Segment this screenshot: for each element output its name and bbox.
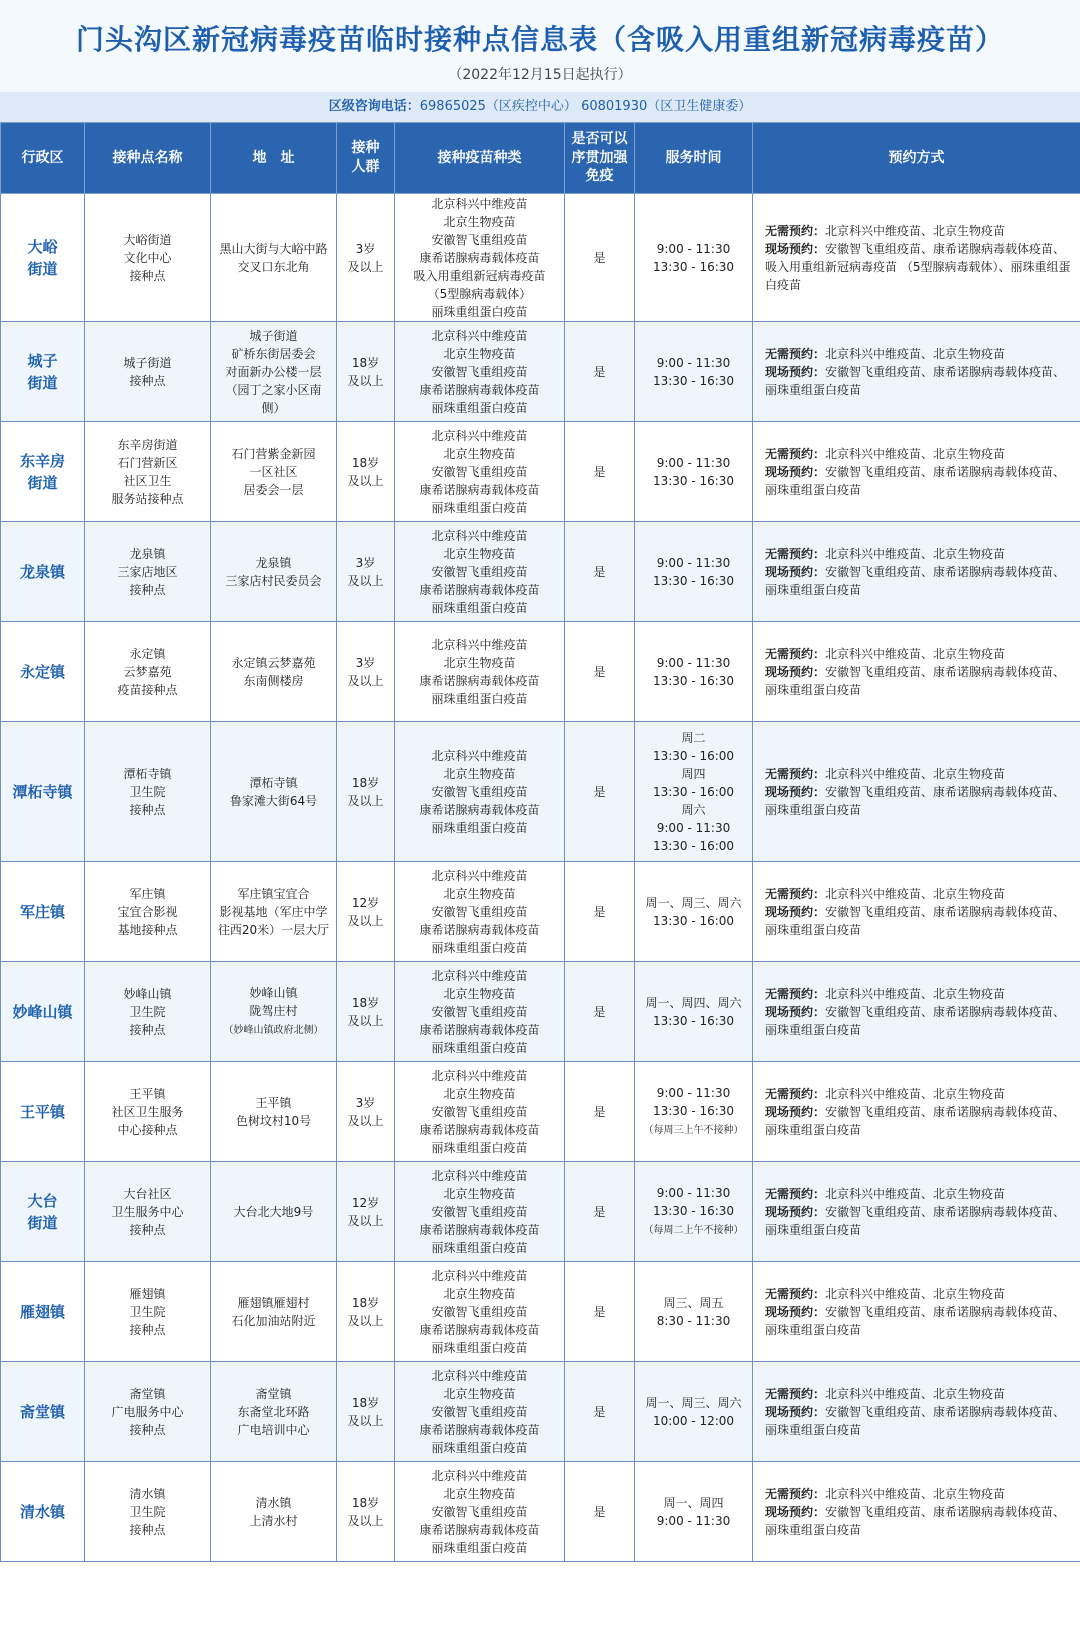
cell-vaccines bbox=[395, 722, 565, 862]
population-text: 18岁 及以上 bbox=[347, 455, 384, 488]
cell-population bbox=[337, 962, 395, 1062]
onsite-appointment-label: 现场预约： bbox=[765, 1504, 826, 1519]
sequential-text: 是 bbox=[593, 1304, 606, 1319]
cell-vaccines bbox=[395, 1362, 565, 1462]
no-appointment-vaccines: 北京科兴中维疫苗、北京生物疫苗 bbox=[825, 1386, 1006, 1401]
cell-booking bbox=[753, 1362, 1080, 1462]
hours-text: 周一、周四、周六 13:30 - 16:30 bbox=[645, 995, 742, 1028]
hours-text: 9:00 - 11:30 13:30 - 16:30 bbox=[652, 455, 735, 488]
address-text: 清水镇 上清水村 bbox=[249, 1495, 298, 1528]
cell-address bbox=[211, 1362, 337, 1462]
population-text: 3岁 及以上 bbox=[347, 1095, 384, 1128]
cell-district bbox=[1, 194, 85, 322]
cell-sequential bbox=[565, 862, 635, 962]
district-text: 斋堂镇 bbox=[19, 1402, 65, 1421]
hotline-bar bbox=[0, 92, 1080, 122]
no-appointment-label: 无需预约： bbox=[765, 446, 826, 461]
table-row bbox=[1, 1462, 1080, 1562]
cell-address bbox=[211, 422, 337, 522]
population-text: 3岁 及以上 bbox=[347, 655, 384, 688]
table-row bbox=[1, 1362, 1080, 1462]
address-note: （妙峰山镇政府北侧） bbox=[223, 1024, 324, 1036]
cell-population bbox=[337, 1162, 395, 1262]
onsite-appointment-vaccines: 安徽智飞重组疫苗、康希诺腺病毒载体疫苗、丽珠重组蛋白疫苗 bbox=[765, 1204, 1066, 1237]
column-header: 接种点名称 bbox=[85, 123, 211, 194]
column-header: 是否可以 序贯加强 免疫 bbox=[565, 123, 635, 194]
cell-sequential bbox=[565, 1362, 635, 1462]
cell-population bbox=[337, 422, 395, 522]
sequential-text: 是 bbox=[593, 904, 606, 919]
cell-site bbox=[85, 862, 211, 962]
no-appointment-label: 无需预约： bbox=[765, 886, 826, 901]
district-text: 潭柘寺镇 bbox=[12, 782, 73, 801]
district-text: 龙泉镇 bbox=[19, 562, 65, 581]
cell-address bbox=[211, 722, 337, 862]
onsite-appointment-vaccines: 安徽智飞重组疫苗、康希诺腺病毒载体疫苗、丽珠重组蛋白疫苗 bbox=[765, 364, 1066, 397]
hours-text: 9:00 - 11:30 13:30 - 16:30 bbox=[652, 555, 735, 588]
table-row bbox=[1, 862, 1080, 962]
cell-population bbox=[337, 862, 395, 962]
cell-district bbox=[1, 962, 85, 1062]
onsite-appointment-label: 现场预约： bbox=[765, 904, 826, 919]
cell-population bbox=[337, 1262, 395, 1362]
site-text: 大峪街道 文化中心 接种点 bbox=[123, 232, 172, 283]
vaccines-text: 北京科兴中维疫苗 北京生物疫苗 安徽智飞重组疫苗 康希诺腺病毒载体疫苗 丽珠重组蛋白疫苗 bbox=[419, 528, 540, 615]
cell-hours bbox=[635, 522, 753, 622]
no-appointment-vaccines: 北京科兴中维疫苗、北京生物疫苗 bbox=[825, 546, 1006, 561]
cell-hours bbox=[635, 1162, 753, 1262]
vaccines-text: 北京科兴中维疫苗 北京生物疫苗 安徽智飞重组疫苗 康希诺腺病毒载体疫苗 丽珠重组蛋白疫苗 bbox=[419, 1368, 540, 1455]
onsite-appointment-vaccines: 安徽智飞重组疫苗、康希诺腺病毒载体疫苗、丽珠重组蛋白疫苗 bbox=[765, 1104, 1066, 1137]
cell-population bbox=[337, 1062, 395, 1162]
no-appointment-vaccines: 北京科兴中维疫苗、北京生物疫苗 bbox=[825, 346, 1006, 361]
sequential-text: 是 bbox=[593, 784, 606, 799]
onsite-appointment-vaccines: 安徽智飞重组疫苗、康希诺腺病毒载体疫苗、吸入用重组新冠病毒疫苗 （5型腺病毒载体）、丽珠重组蛋白疫苗 bbox=[765, 241, 1071, 292]
hours-note: （每周二上午不接种） bbox=[643, 1224, 744, 1236]
onsite-appointment-vaccines: 安徽智飞重组疫苗、康希诺腺病毒载体疫苗、丽珠重组蛋白疫苗 bbox=[765, 1304, 1066, 1337]
cell-hours bbox=[635, 962, 753, 1062]
population-text: 18岁 及以上 bbox=[347, 775, 384, 808]
cell-sequential bbox=[565, 622, 635, 722]
site-text: 永定镇 云梦嘉苑 疫苗接种点 bbox=[117, 646, 178, 697]
table-row bbox=[1, 422, 1080, 522]
table-row bbox=[1, 194, 1080, 322]
address-text: 妙峰山镇 陇驾庄村 bbox=[249, 985, 298, 1018]
cell-booking bbox=[753, 1062, 1080, 1162]
onsite-appointment-vaccines: 安徽智飞重组疫苗、康希诺腺病毒载体疫苗、丽珠重组蛋白疫苗 bbox=[765, 1404, 1066, 1437]
no-appointment-vaccines: 北京科兴中维疫苗、北京生物疫苗 bbox=[825, 986, 1006, 1001]
cell-site bbox=[85, 1462, 211, 1562]
no-appointment-label: 无需预约： bbox=[765, 223, 826, 238]
no-appointment-vaccines: 北京科兴中维疫苗、北京生物疫苗 bbox=[825, 1186, 1006, 1201]
hours-text: 9:00 - 11:30 13:30 - 16:30 bbox=[652, 1185, 735, 1218]
table-row bbox=[1, 962, 1080, 1062]
column-header: 地 址 bbox=[211, 123, 337, 194]
cell-district bbox=[1, 422, 85, 522]
no-appointment-label: 无需预约： bbox=[765, 546, 826, 561]
site-text: 东辛房街道 石门营新区 社区卫生 服务站接种点 bbox=[111, 437, 184, 506]
cell-hours bbox=[635, 1062, 753, 1162]
site-text: 潭柘寺镇 卫生院 接种点 bbox=[123, 766, 172, 817]
vaccines-text: 北京科兴中维疫苗 北京生物疫苗 安徽智飞重组疫苗 康希诺腺病毒载体疫苗 丽珠重组蛋白疫苗 bbox=[419, 328, 540, 415]
vaccines-text: 北京科兴中维疫苗 北京生物疫苗 康希诺腺病毒载体疫苗 丽珠重组蛋白疫苗 bbox=[419, 637, 540, 706]
hours-text: 周一、周三、周六 10:00 - 12:00 bbox=[645, 1395, 742, 1428]
cell-population bbox=[337, 1462, 395, 1562]
hours-text: 9:00 - 11:30 13:30 - 16:30 bbox=[652, 655, 735, 688]
cell-district bbox=[1, 1462, 85, 1562]
cell-address bbox=[211, 522, 337, 622]
cell-vaccines bbox=[395, 1062, 565, 1162]
vaccines-text: 北京科兴中维疫苗 北京生物疫苗 安徽智飞重组疫苗 康希诺腺病毒载体疫苗 丽珠重组蛋白疫苗 bbox=[419, 968, 540, 1055]
cell-hours bbox=[635, 862, 753, 962]
address-text: 永定镇云梦嘉苑 东南侧楼房 bbox=[231, 655, 316, 688]
district-text: 城子 街道 bbox=[27, 351, 58, 392]
onsite-appointment-vaccines: 安徽智飞重组疫苗、康希诺腺病毒载体疫苗、丽珠重组蛋白疫苗 bbox=[765, 904, 1066, 937]
cell-vaccines bbox=[395, 422, 565, 522]
cell-hours bbox=[635, 322, 753, 422]
cell-vaccines bbox=[395, 194, 565, 322]
cell-population bbox=[337, 722, 395, 862]
population-text: 12岁 及以上 bbox=[347, 895, 384, 928]
page-title: 门头沟区新冠病毒疫苗临时接种点信息表（含吸入用重组新冠病毒疫苗） bbox=[75, 23, 1004, 56]
onsite-appointment-vaccines: 安徽智飞重组疫苗、康希诺腺病毒载体疫苗、丽珠重组蛋白疫苗 bbox=[765, 464, 1066, 497]
no-appointment-vaccines: 北京科兴中维疫苗、北京生物疫苗 bbox=[825, 446, 1006, 461]
hours-note: （每周三上午不接种） bbox=[643, 1124, 744, 1136]
site-text: 城子街道 接种点 bbox=[123, 355, 172, 388]
site-text: 王平镇 社区卫生服务 中心接种点 bbox=[111, 1086, 184, 1137]
table-row bbox=[1, 1062, 1080, 1162]
hours-text: 9:00 - 11:30 13:30 - 16:30 bbox=[652, 355, 735, 388]
population-text: 18岁 及以上 bbox=[347, 1495, 384, 1528]
onsite-appointment-label: 现场预约： bbox=[765, 364, 826, 379]
no-appointment-label: 无需预约： bbox=[765, 1386, 826, 1401]
cell-site bbox=[85, 1162, 211, 1262]
hours-text: 9:00 - 11:30 13:30 - 16:30 bbox=[652, 241, 735, 274]
no-appointment-vaccines: 北京科兴中维疫苗、北京生物疫苗 bbox=[825, 1086, 1006, 1101]
site-text: 清水镇 卫生院 接种点 bbox=[129, 1486, 166, 1537]
onsite-appointment-vaccines: 安徽智飞重组疫苗、康希诺腺病毒载体疫苗、丽珠重组蛋白疫苗 bbox=[765, 1004, 1066, 1037]
no-appointment-label: 无需预约： bbox=[765, 346, 826, 361]
cell-district bbox=[1, 1062, 85, 1162]
site-text: 军庄镇 宝宜合影视 基地接种点 bbox=[117, 886, 178, 937]
cell-site bbox=[85, 522, 211, 622]
cell-booking bbox=[753, 622, 1080, 722]
cell-sequential bbox=[565, 522, 635, 622]
vaccines-text: 北京科兴中维疫苗 北京生物疫苗 安徽智飞重组疫苗 康希诺腺病毒载体疫苗 吸入用重组新冠病毒疫苗 （5型腺病毒载体） 丽珠重组蛋白疫苗 bbox=[413, 196, 546, 319]
district-text: 雁翅镇 bbox=[19, 1302, 65, 1321]
sequential-text: 是 bbox=[593, 1404, 606, 1419]
site-text: 龙泉镇 三家店地区 接种点 bbox=[117, 546, 178, 597]
cell-hours bbox=[635, 722, 753, 862]
column-header: 接种疫苗种类 bbox=[395, 123, 565, 194]
onsite-appointment-label: 现场预约： bbox=[765, 464, 826, 479]
cell-vaccines bbox=[395, 1162, 565, 1262]
cell-population bbox=[337, 322, 395, 422]
address-text: 军庄镇宝宜合 影视基地（军庄中学 往西20米）一层大厅 bbox=[217, 886, 330, 937]
no-appointment-vaccines: 北京科兴中维疫苗、北京生物疫苗 bbox=[825, 1486, 1006, 1501]
cell-address bbox=[211, 862, 337, 962]
no-appointment-label: 无需预约： bbox=[765, 646, 826, 661]
cell-district bbox=[1, 1162, 85, 1262]
no-appointment-vaccines: 北京科兴中维疫苗、北京生物疫苗 bbox=[825, 646, 1006, 661]
cell-site bbox=[85, 1062, 211, 1162]
column-header: 接种 人群 bbox=[337, 123, 395, 194]
no-appointment-label: 无需预约： bbox=[765, 986, 826, 1001]
address-text: 石门营紫金新园 一区社区 居委会一层 bbox=[231, 446, 316, 497]
sequential-text: 是 bbox=[593, 1004, 606, 1019]
district-text: 永定镇 bbox=[19, 662, 65, 681]
cell-vaccines bbox=[395, 962, 565, 1062]
sequential-text: 是 bbox=[593, 1504, 606, 1519]
address-text: 雁翅镇雁翅村 石化加油站附近 bbox=[231, 1295, 316, 1328]
hours-text: 周三、周五 8:30 - 11:30 bbox=[656, 1295, 731, 1328]
table-header-row bbox=[1, 123, 1080, 194]
site-text: 雁翅镇 卫生院 接种点 bbox=[129, 1286, 166, 1337]
cell-district bbox=[1, 322, 85, 422]
no-appointment-label: 无需预约： bbox=[765, 1186, 826, 1201]
no-appointment-vaccines: 北京科兴中维疫苗、北京生物疫苗 bbox=[825, 886, 1006, 901]
cell-address bbox=[211, 962, 337, 1062]
onsite-appointment-label: 现场预约： bbox=[765, 564, 826, 579]
cell-vaccines bbox=[395, 522, 565, 622]
onsite-appointment-label: 现场预约： bbox=[765, 1004, 826, 1019]
cell-booking bbox=[753, 962, 1080, 1062]
cell-vaccines bbox=[395, 862, 565, 962]
address-text: 潭柘寺镇 鲁家滩大街64号 bbox=[229, 775, 318, 808]
sequential-text: 是 bbox=[593, 364, 606, 379]
population-text: 18岁 及以上 bbox=[347, 355, 384, 388]
cell-sequential bbox=[565, 1262, 635, 1362]
cell-population bbox=[337, 622, 395, 722]
table-row bbox=[1, 722, 1080, 862]
vaccination-sites-table bbox=[0, 122, 1080, 1562]
column-header: 预约方式 bbox=[753, 123, 1080, 194]
address-text: 大台北大地9号 bbox=[233, 1204, 314, 1219]
site-text: 斋堂镇 广电服务中心 接种点 bbox=[111, 1386, 184, 1437]
vaccines-text: 北京科兴中维疫苗 北京生物疫苗 安徽智飞重组疫苗 康希诺腺病毒载体疫苗 丽珠重组蛋白疫苗 bbox=[419, 868, 540, 955]
table-row bbox=[1, 1162, 1080, 1262]
hotline-numbers: 69865025（区疾控中心） 60801930（区卫生健康委） bbox=[419, 99, 752, 114]
cell-site bbox=[85, 1262, 211, 1362]
cell-vaccines bbox=[395, 1462, 565, 1562]
sequential-text: 是 bbox=[593, 564, 606, 579]
district-text: 大台 街道 bbox=[27, 1191, 58, 1232]
table-row bbox=[1, 622, 1080, 722]
cell-site bbox=[85, 322, 211, 422]
vaccines-text: 北京科兴中维疫苗 北京生物疫苗 安徽智飞重组疫苗 康希诺腺病毒载体疫苗 丽珠重组蛋白疫苗 bbox=[419, 428, 540, 515]
cell-sequential bbox=[565, 1462, 635, 1562]
vaccines-text: 北京科兴中维疫苗 北京生物疫苗 安徽智飞重组疫苗 康希诺腺病毒载体疫苗 丽珠重组蛋白疫苗 bbox=[419, 1168, 540, 1255]
no-appointment-label: 无需预约： bbox=[765, 1086, 826, 1101]
cell-site bbox=[85, 962, 211, 1062]
cell-hours bbox=[635, 1462, 753, 1562]
table-body bbox=[1, 194, 1080, 1562]
cell-address bbox=[211, 622, 337, 722]
district-text: 清水镇 bbox=[19, 1502, 65, 1521]
onsite-appointment-label: 现场预约： bbox=[765, 664, 826, 679]
cell-population bbox=[337, 522, 395, 622]
onsite-appointment-label: 现场预约： bbox=[765, 1104, 826, 1119]
address-text: 王平镇 色树坟村10号 bbox=[235, 1095, 312, 1128]
cell-district bbox=[1, 722, 85, 862]
cell-site bbox=[85, 622, 211, 722]
cell-booking bbox=[753, 1462, 1080, 1562]
sequential-text: 是 bbox=[593, 464, 606, 479]
district-text: 东辛房 街道 bbox=[19, 451, 65, 492]
site-text: 妙峰山镇 卫生院 接种点 bbox=[123, 986, 172, 1037]
cell-population bbox=[337, 1362, 395, 1462]
cell-address bbox=[211, 1062, 337, 1162]
cell-hours bbox=[635, 422, 753, 522]
cell-sequential bbox=[565, 322, 635, 422]
no-appointment-label: 无需预约： bbox=[765, 1486, 826, 1501]
cell-booking bbox=[753, 1262, 1080, 1362]
cell-address bbox=[211, 322, 337, 422]
population-text: 18岁 及以上 bbox=[347, 1295, 384, 1328]
address-text: 黑山大街与大峪中路 交叉口东北角 bbox=[219, 241, 328, 274]
cell-sequential bbox=[565, 1162, 635, 1262]
district-text: 妙峰山镇 bbox=[12, 1002, 73, 1021]
address-text: 城子街道 矿桥东街居委会 对面新办公楼一层 （园丁之家小区南 侧） bbox=[225, 328, 322, 415]
page-subtitle: （2022年12月15日起执行） bbox=[448, 67, 632, 83]
hours-text: 周一、周三、周六 13:30 - 16:00 bbox=[645, 895, 742, 928]
cell-district bbox=[1, 862, 85, 962]
cell-district bbox=[1, 1262, 85, 1362]
column-header: 服务时间 bbox=[635, 123, 753, 194]
vaccines-text: 北京科兴中维疫苗 北京生物疫苗 安徽智飞重组疫苗 康希诺腺病毒载体疫苗 丽珠重组蛋白疫苗 bbox=[419, 748, 540, 835]
title-section bbox=[0, 0, 1080, 92]
table-row bbox=[1, 522, 1080, 622]
cell-vaccines bbox=[395, 1262, 565, 1362]
onsite-appointment-vaccines: 安徽智飞重组疫苗、康希诺腺病毒载体疫苗、丽珠重组蛋白疫苗 bbox=[765, 1504, 1066, 1537]
address-text: 斋堂镇 东斋堂北环路 广电培训中心 bbox=[237, 1386, 310, 1437]
table-row bbox=[1, 322, 1080, 422]
population-text: 12岁 及以上 bbox=[347, 1195, 384, 1228]
cell-sequential bbox=[565, 962, 635, 1062]
cell-population bbox=[337, 194, 395, 322]
onsite-appointment-label: 现场预约： bbox=[765, 784, 826, 799]
population-text: 18岁 及以上 bbox=[347, 1395, 384, 1428]
cell-address bbox=[211, 1462, 337, 1562]
cell-site bbox=[85, 722, 211, 862]
population-text: 3岁 及以上 bbox=[347, 241, 384, 274]
vaccines-text: 北京科兴中维疫苗 北京生物疫苗 安徽智飞重组疫苗 康希诺腺病毒载体疫苗 丽珠重组蛋白疫苗 bbox=[419, 1268, 540, 1355]
district-text: 大峪 街道 bbox=[27, 237, 58, 278]
address-text: 龙泉镇 三家店村民委员会 bbox=[225, 555, 322, 588]
cell-booking bbox=[753, 1162, 1080, 1262]
hours-text: 9:00 - 11:30 13:30 - 16:30 bbox=[652, 1085, 735, 1118]
cell-hours bbox=[635, 1262, 753, 1362]
cell-sequential bbox=[565, 194, 635, 322]
cell-address bbox=[211, 1162, 337, 1262]
cell-booking bbox=[753, 722, 1080, 862]
cell-address bbox=[211, 194, 337, 322]
no-appointment-vaccines: 北京科兴中维疫苗、北京生物疫苗 bbox=[825, 766, 1006, 781]
onsite-appointment-vaccines: 安徽智飞重组疫苗、康希诺腺病毒载体疫苗、丽珠重组蛋白疫苗 bbox=[765, 564, 1066, 597]
cell-site bbox=[85, 1362, 211, 1462]
cell-site bbox=[85, 194, 211, 322]
cell-sequential bbox=[565, 422, 635, 522]
cell-booking bbox=[753, 422, 1080, 522]
population-text: 18岁 及以上 bbox=[347, 995, 384, 1028]
cell-booking bbox=[753, 862, 1080, 962]
no-appointment-vaccines: 北京科兴中维疫苗、北京生物疫苗 bbox=[825, 1286, 1006, 1301]
cell-sequential bbox=[565, 722, 635, 862]
cell-sequential bbox=[565, 1062, 635, 1162]
cell-address bbox=[211, 1262, 337, 1362]
onsite-appointment-vaccines: 安徽智飞重组疫苗、康希诺腺病毒载体疫苗、丽珠重组蛋白疫苗 bbox=[765, 784, 1066, 817]
district-text: 军庄镇 bbox=[19, 902, 65, 921]
cell-district bbox=[1, 1362, 85, 1462]
cell-hours bbox=[635, 1362, 753, 1462]
sequential-text: 是 bbox=[593, 1104, 606, 1119]
cell-booking bbox=[753, 522, 1080, 622]
hours-text: 周一、周四 9:00 - 11:30 bbox=[656, 1495, 731, 1528]
cell-booking bbox=[753, 194, 1080, 322]
sequential-text: 是 bbox=[593, 250, 606, 265]
onsite-appointment-label: 现场预约： bbox=[765, 241, 826, 256]
no-appointment-label: 无需预约： bbox=[765, 766, 826, 781]
sequential-text: 是 bbox=[593, 1204, 606, 1219]
onsite-appointment-label: 现场预约： bbox=[765, 1404, 826, 1419]
district-text: 王平镇 bbox=[19, 1102, 65, 1121]
table-row bbox=[1, 1262, 1080, 1362]
cell-vaccines bbox=[395, 322, 565, 422]
cell-site bbox=[85, 422, 211, 522]
site-text: 大台社区 卫生服务中心 接种点 bbox=[111, 1186, 184, 1237]
cell-booking bbox=[753, 322, 1080, 422]
onsite-appointment-vaccines: 安徽智飞重组疫苗、康希诺腺病毒载体疫苗、丽珠重组蛋白疫苗 bbox=[765, 664, 1066, 697]
cell-hours bbox=[635, 194, 753, 322]
hotline-label: 区级咨询电话： bbox=[328, 99, 420, 114]
column-header: 行政区 bbox=[1, 123, 85, 194]
onsite-appointment-label: 现场预约： bbox=[765, 1304, 826, 1319]
cell-district bbox=[1, 522, 85, 622]
cell-vaccines bbox=[395, 622, 565, 722]
no-appointment-vaccines: 北京科兴中维疫苗、北京生物疫苗 bbox=[825, 223, 1006, 238]
hours-text: 周二 13:30 - 16:00 周四 13:30 - 16:00 周六 9:00 - 11:30 13:30 - 16:00 bbox=[652, 730, 735, 853]
onsite-appointment-label: 现场预约： bbox=[765, 1204, 826, 1219]
cell-hours bbox=[635, 622, 753, 722]
population-text: 3岁 及以上 bbox=[347, 555, 384, 588]
vaccines-text: 北京科兴中维疫苗 北京生物疫苗 安徽智飞重组疫苗 康希诺腺病毒载体疫苗 丽珠重组蛋白疫苗 bbox=[419, 1068, 540, 1155]
no-appointment-label: 无需预约： bbox=[765, 1286, 826, 1301]
vaccines-text: 北京科兴中维疫苗 北京生物疫苗 安徽智飞重组疫苗 康希诺腺病毒载体疫苗 丽珠重组蛋白疫苗 bbox=[419, 1468, 540, 1555]
cell-district bbox=[1, 622, 85, 722]
sequential-text: 是 bbox=[593, 664, 606, 679]
